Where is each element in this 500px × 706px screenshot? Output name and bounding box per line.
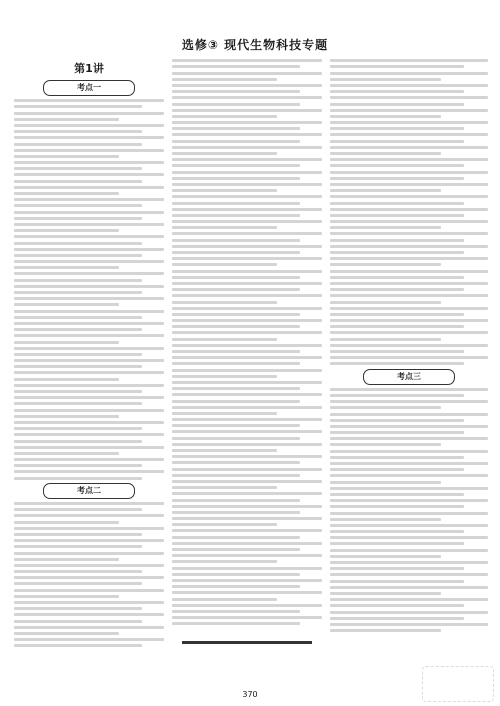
text-line-placeholder [330,443,441,446]
section-heading-kaodian-3: 考点三 [363,369,455,385]
text-line-placeholder [14,521,119,524]
text-line-placeholder [14,508,142,511]
text-line-placeholder [330,72,488,75]
text-line-placeholder [330,325,464,328]
text-line-placeholder [14,626,164,629]
text-line-placeholder [14,161,164,164]
section-heading-kaodian-2: 考点二 [43,483,135,499]
text-line-placeholder [172,412,277,415]
text-line-placeholder [330,245,488,248]
text-line-placeholder [172,443,322,446]
text-line-placeholder [330,331,488,334]
text-line-placeholder [14,303,119,306]
text-line-placeholder [172,560,277,563]
text-line-placeholder [330,189,441,192]
text-line-placeholder [14,607,142,610]
text-line-placeholder [330,505,464,508]
text-line-placeholder [172,325,300,328]
text-line-placeholder [172,437,300,440]
answer-text-block [330,388,488,632]
text-line-placeholder [172,301,277,304]
text-line-placeholder [14,328,142,331]
column-2 [172,56,322,666]
text-line-placeholder [330,617,464,620]
text-line-placeholder [330,90,464,93]
text-line-placeholder [172,208,322,211]
text-line-placeholder [14,502,164,505]
text-line-placeholder [330,388,488,391]
text-line-placeholder [330,251,464,254]
text-line-placeholder [172,579,322,582]
text-line-placeholder [330,518,441,521]
text-line-placeholder [172,195,322,198]
text-line-placeholder [14,446,164,449]
text-line-placeholder [172,591,322,594]
text-line-placeholder [172,140,300,143]
text-line-placeholder [172,288,300,291]
text-line-placeholder [14,378,119,381]
text-line-placeholder [172,449,277,452]
text-line-placeholder [172,84,322,87]
text-line-placeholder [14,552,164,555]
text-line-placeholder [14,470,164,473]
text-line-placeholder [172,369,322,372]
text-line-placeholder [330,598,488,601]
text-line-placeholder [14,570,142,573]
text-line-placeholder [330,344,488,347]
text-line-placeholder [330,487,488,490]
text-line-placeholder [330,567,464,570]
text-line-placeholder [14,341,119,344]
text-line-placeholder [14,285,164,288]
text-line-placeholder [172,554,322,557]
text-line-placeholder [14,291,142,294]
text-line-placeholder [330,84,488,87]
section-heading-kaodian-1: 考点一 [43,80,135,96]
text-line-placeholder [172,585,300,588]
text-line-placeholder [172,492,322,495]
text-line-placeholder [14,186,164,189]
text-line-placeholder [330,450,488,453]
text-line-placeholder [14,124,164,127]
text-line-placeholder [172,109,322,112]
text-line-placeholder [14,167,142,170]
text-line-placeholder [330,313,464,316]
text-line-placeholder [172,499,300,502]
text-line-placeholder [172,548,300,551]
text-line-placeholder [14,595,119,598]
text-line-placeholder [172,418,322,421]
text-line-placeholder [330,59,488,62]
text-line-placeholder [14,316,142,319]
text-line-placeholder [330,555,441,558]
text-line-placeholder [14,365,142,368]
text-line-placeholder [330,109,488,112]
text-line-placeholder [172,263,277,266]
text-line-placeholder [14,558,119,561]
text-line-placeholder [172,406,322,409]
text-line-placeholder [330,319,488,322]
text-line-placeholder [330,307,488,310]
text-line-placeholder [172,400,300,403]
text-line-placeholder [330,623,488,626]
text-line-placeholder [330,115,441,118]
text-line-placeholder [172,505,322,508]
text-line-placeholder [14,533,142,536]
text-line-placeholder [14,217,142,220]
text-line-placeholder [172,313,300,316]
text-line-placeholder [330,152,441,155]
text-line-placeholder [172,430,322,433]
text-line-placeholder [172,276,300,279]
text-line-placeholder [14,173,164,176]
text-line-placeholder [172,121,322,124]
text-line-placeholder [330,481,441,484]
text-line-placeholder [172,331,322,334]
watermark-logo [422,666,494,702]
text-line-placeholder [330,604,464,607]
text-line-placeholder [330,96,488,99]
text-line-placeholder [172,319,322,322]
text-line-placeholder [14,632,119,635]
text-line-placeholder [330,164,464,167]
text-line-placeholder [330,356,488,359]
text-line-placeholder [14,638,164,641]
column-3 [330,56,488,666]
text-line-placeholder [14,118,119,121]
text-line-placeholder [330,239,464,242]
text-line-placeholder [172,164,300,167]
text-line-placeholder [14,204,142,207]
text-line-placeholder [172,362,300,365]
text-line-placeholder [14,248,164,251]
text-line-placeholder [172,622,300,625]
text-line-placeholder [172,573,300,576]
text-line-placeholder [330,592,441,595]
text-line-placeholder [14,254,142,257]
text-line-placeholder [172,610,300,613]
text-line-placeholder [330,282,488,285]
text-line-placeholder [172,567,322,570]
text-line-placeholder [14,644,142,647]
text-line-placeholder [172,226,277,229]
text-line-placeholder [172,480,322,483]
text-line-placeholder [172,270,322,273]
text-line-placeholder [172,220,322,223]
text-line-placeholder [172,616,322,619]
text-line-placeholder [330,425,488,428]
text-line-placeholder [330,338,441,341]
text-line-placeholder [14,458,164,461]
text-line-placeholder [330,65,464,68]
text-line-placeholder [14,272,164,275]
text-line-placeholder [330,549,488,552]
text-line-placeholder [172,307,322,310]
answer-text-block [330,59,488,365]
text-line-placeholder [172,177,300,180]
text-line-placeholder [172,90,300,93]
text-line-placeholder [14,130,142,133]
text-line-placeholder [330,195,488,198]
answer-text-block [14,502,164,647]
text-line-placeholder [14,539,164,542]
page-title: 选修③ 现代生物科技专题 [181,38,329,52]
text-line-placeholder [14,353,142,356]
text-line-placeholder [14,266,119,269]
text-line-placeholder [172,282,322,285]
text-line-placeholder [14,99,164,102]
text-line-placeholder [172,598,277,601]
page-number: 370 [242,690,258,699]
text-line-placeholder [330,413,488,416]
text-line-placeholder [172,245,322,248]
text-line-placeholder [172,468,322,471]
text-line-placeholder [172,486,277,489]
text-line-placeholder [14,384,164,387]
text-line-placeholder [14,409,164,412]
text-line-placeholder [172,171,322,174]
text-line-placeholder [330,171,488,174]
text-line-placeholder [330,629,441,632]
text-line-placeholder [330,573,488,576]
text-line-placeholder [330,263,441,266]
text-line-placeholder [330,158,488,161]
text-line-placeholder [330,542,464,545]
text-line-placeholder [330,257,488,260]
text-line-placeholder [330,127,464,130]
text-line-placeholder [330,220,488,223]
text-line-placeholder [172,214,300,217]
text-line-placeholder [330,580,464,583]
text-line-placeholder [330,214,464,217]
text-line-placeholder [330,437,488,440]
page-header [0,0,500,34]
text-line-placeholder [330,140,464,143]
text-line-placeholder [330,208,488,211]
text-line-placeholder [330,183,488,186]
text-line-placeholder [330,350,464,353]
text-line-placeholder [330,270,488,273]
text-line-placeholder [172,78,277,81]
text-line-placeholder [14,464,142,467]
text-line-placeholder [330,301,441,304]
text-line-placeholder [14,235,164,238]
text-line-placeholder [172,127,300,130]
text-line-placeholder [14,149,164,152]
text-line-placeholder [172,158,322,161]
text-line-placeholder [330,530,464,533]
text-line-placeholder [172,536,300,539]
text-line-placeholder [330,362,464,365]
text-line-placeholder [172,381,322,384]
text-line-placeholder [330,202,464,205]
text-line-placeholder [14,143,142,146]
text-line-placeholder [172,133,322,136]
text-line-placeholder [14,576,164,579]
text-line-placeholder [330,561,488,564]
text-line-placeholder [14,211,164,214]
text-line-placeholder [14,589,164,592]
text-line-placeholder [172,393,322,396]
text-line-placeholder [14,440,142,443]
answer-text-block [172,59,322,625]
text-line-placeholder [172,350,300,353]
text-line-placeholder [14,322,164,325]
text-line-placeholder [172,356,322,359]
text-line-placeholder [172,146,322,149]
text-line-placeholder [14,297,164,300]
text-line-placeholder [172,251,300,254]
text-line-placeholder [330,431,464,434]
text-line-placeholder [172,65,300,68]
text-line-placeholder [14,359,164,362]
text-line-placeholder [14,223,164,226]
text-line-placeholder [330,226,441,229]
text-line-placeholder [14,396,164,399]
text-line-placeholder [330,78,441,81]
text-line-placeholder [330,493,464,496]
text-line-placeholder [172,338,277,341]
text-line-placeholder [14,620,142,623]
text-line-placeholder [172,424,300,427]
text-line-placeholder [14,390,142,393]
text-line-placeholder [172,96,322,99]
text-line-placeholder [14,601,164,604]
text-line-placeholder [330,394,464,397]
answer-text-block [14,99,164,479]
text-line-placeholder [14,402,142,405]
text-line-placeholder [172,152,277,155]
text-line-placeholder [14,310,164,313]
text-line-placeholder [330,586,488,589]
text-line-placeholder [172,375,277,378]
text-line-placeholder [172,115,277,118]
text-line-placeholder [14,421,164,424]
text-line-placeholder [172,542,322,545]
text-line-placeholder [330,474,488,477]
text-line-placeholder [330,468,464,471]
gene-diagram-figure [172,629,322,655]
text-line-placeholder [172,604,322,607]
text-line-placeholder [14,279,142,282]
text-line-placeholder [172,461,300,464]
text-line-placeholder [172,344,322,347]
text-line-placeholder [330,121,488,124]
text-line-placeholder [172,239,300,242]
text-line-placeholder [330,536,488,539]
text-line-placeholder [14,477,142,480]
text-line-placeholder [14,229,119,232]
text-line-placeholder [172,511,300,514]
text-line-placeholder [14,452,119,455]
text-line-placeholder [14,192,119,195]
text-line-placeholder [14,198,164,201]
text-line-placeholder [330,462,488,465]
text-line-placeholder [172,523,277,526]
text-line-placeholder [330,177,464,180]
text-line-placeholder [14,514,164,517]
text-line-placeholder [14,564,164,567]
text-line-placeholder [330,419,464,422]
text-line-placeholder [14,545,142,548]
text-line-placeholder [172,232,322,235]
text-line-placeholder [172,529,322,532]
text-line-placeholder [14,242,142,245]
text-line-placeholder [14,371,164,374]
lecture-heading: 第1讲 [74,62,104,75]
text-line-placeholder [14,180,142,183]
text-line-placeholder [330,400,488,403]
text-line-placeholder [14,433,164,436]
text-line-placeholder [14,260,164,263]
text-line-placeholder [330,232,488,235]
text-line-placeholder [172,455,322,458]
text-line-placeholder [14,112,164,115]
text-line-placeholder [14,427,142,430]
text-line-placeholder [330,499,488,502]
text-line-placeholder [14,415,119,418]
text-line-placeholder [172,474,300,477]
text-line-placeholder [14,155,119,158]
text-line-placeholder [330,456,464,459]
column-1 [14,56,164,666]
text-line-placeholder [330,276,464,279]
text-line-placeholder [330,611,488,614]
text-line-placeholder [14,105,142,108]
dna-strand-line [182,641,312,644]
text-line-placeholder [330,288,464,291]
text-line-placeholder [172,387,300,390]
text-line-placeholder [172,183,322,186]
text-line-placeholder [14,136,164,139]
text-line-placeholder [330,103,464,106]
text-line-placeholder [330,294,488,297]
text-line-placeholder [14,347,164,350]
text-line-placeholder [172,103,300,106]
text-line-placeholder [330,146,488,149]
text-line-placeholder [330,524,488,527]
text-line-placeholder [172,257,322,260]
text-line-placeholder [14,582,142,585]
text-line-placeholder [172,294,322,297]
text-line-placeholder [172,59,322,62]
text-line-placeholder [172,517,322,520]
text-line-placeholder [330,133,488,136]
text-line-placeholder [172,72,322,75]
text-line-placeholder [14,613,164,616]
text-line-placeholder [14,334,164,337]
text-line-placeholder [14,527,164,530]
text-line-placeholder [330,406,441,409]
text-line-placeholder [172,189,277,192]
text-line-placeholder [172,202,300,205]
text-line-placeholder [330,512,488,515]
